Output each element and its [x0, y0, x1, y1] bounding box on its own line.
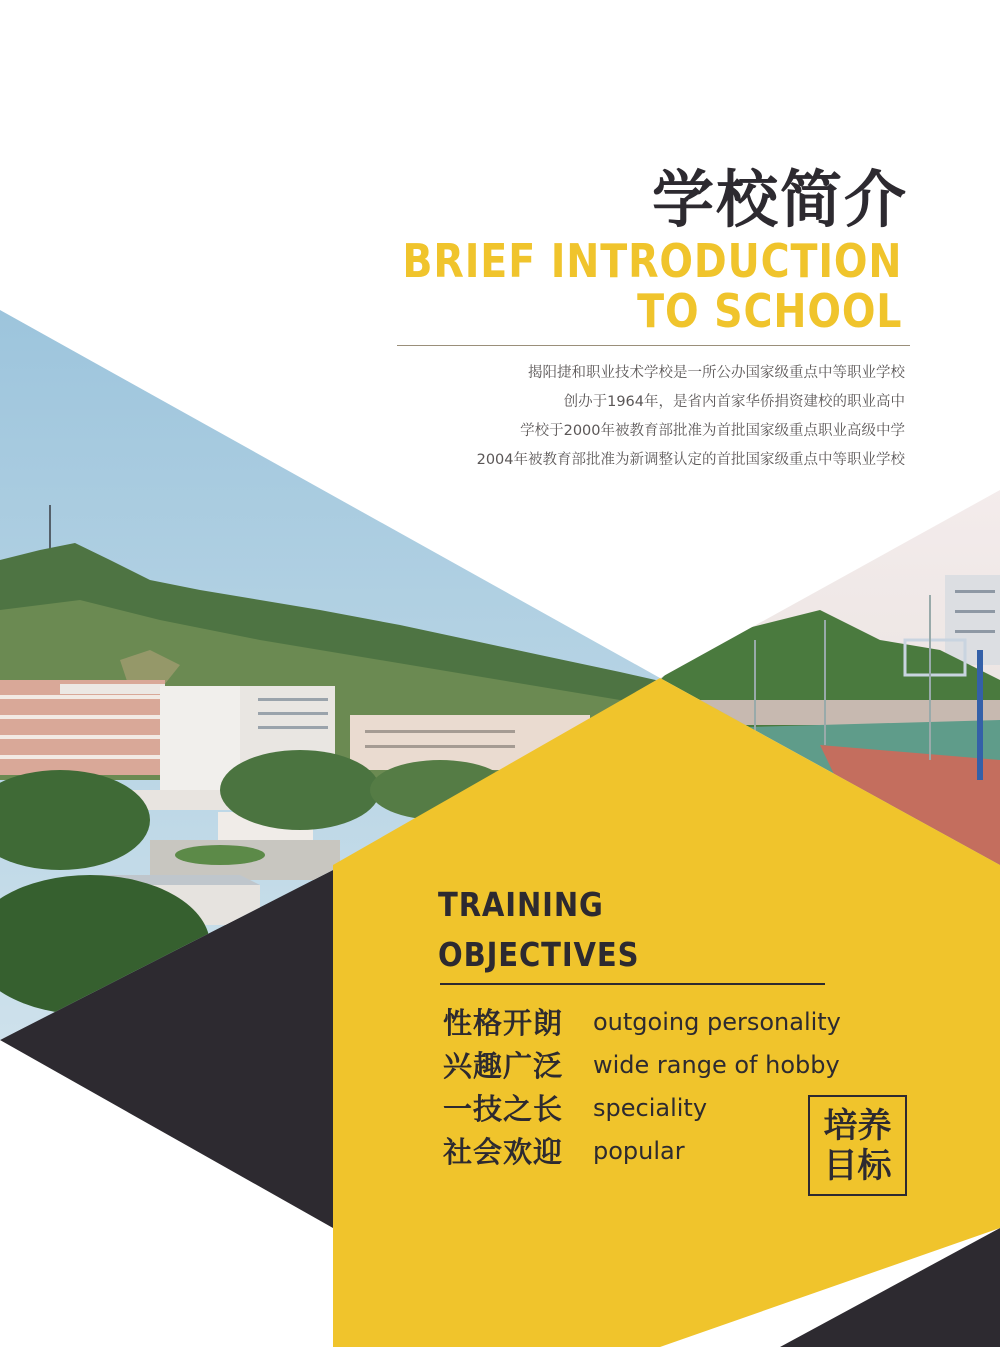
title-en-line1: BRIEF INTRODUCTION [402, 234, 902, 288]
objective-cn: 兴趣广泛 [443, 1049, 564, 1083]
badge-line2: 目标 [823, 1145, 892, 1186]
objectives-title-line1: TRAINING [438, 885, 604, 924]
objective-cn: 性格开朗 [443, 1006, 564, 1040]
objective-item [443, 1129, 841, 1172]
objectives-list [443, 1000, 841, 1172]
objectives-divider [440, 983, 825, 985]
objective-en: popular [593, 1136, 685, 1165]
intro-text [477, 359, 905, 475]
intro-line: 揭阳捷和职业技术学校是一所公办国家级重点中等职业学校 [528, 365, 905, 381]
objective-en: outgoing personality [593, 1007, 841, 1036]
objective-item [443, 1086, 841, 1129]
badge-line1: 培养 [823, 1105, 892, 1146]
page-title-en [402, 236, 902, 336]
page-title-cn: 学校简介 [651, 163, 908, 236]
objective-cn: 一技之长 [443, 1092, 564, 1126]
objectives-title [438, 880, 639, 980]
intro-line: 2004年被教育部批准为新调整认定的首批国家级重点中等职业学校 [476, 452, 905, 468]
title-divider [397, 345, 910, 346]
objective-en: wide range of hobby [593, 1050, 840, 1079]
objectives-title-line2: OBJECTIVES [438, 935, 640, 974]
objective-item [443, 1000, 841, 1043]
intro-line: 学校于2000年被教育部批准为首批国家级重点职业高级中学 [520, 423, 905, 439]
objective-en: speciality [593, 1093, 708, 1122]
intro-line: 创办于1964年，是省内首家华侨捐资建校的职业高中 [563, 394, 905, 410]
objectives-badge [808, 1095, 907, 1196]
objective-cn: 社会欢迎 [443, 1135, 564, 1169]
objective-item [443, 1043, 841, 1086]
title-en-line2: TO SCHOOL [636, 284, 902, 338]
